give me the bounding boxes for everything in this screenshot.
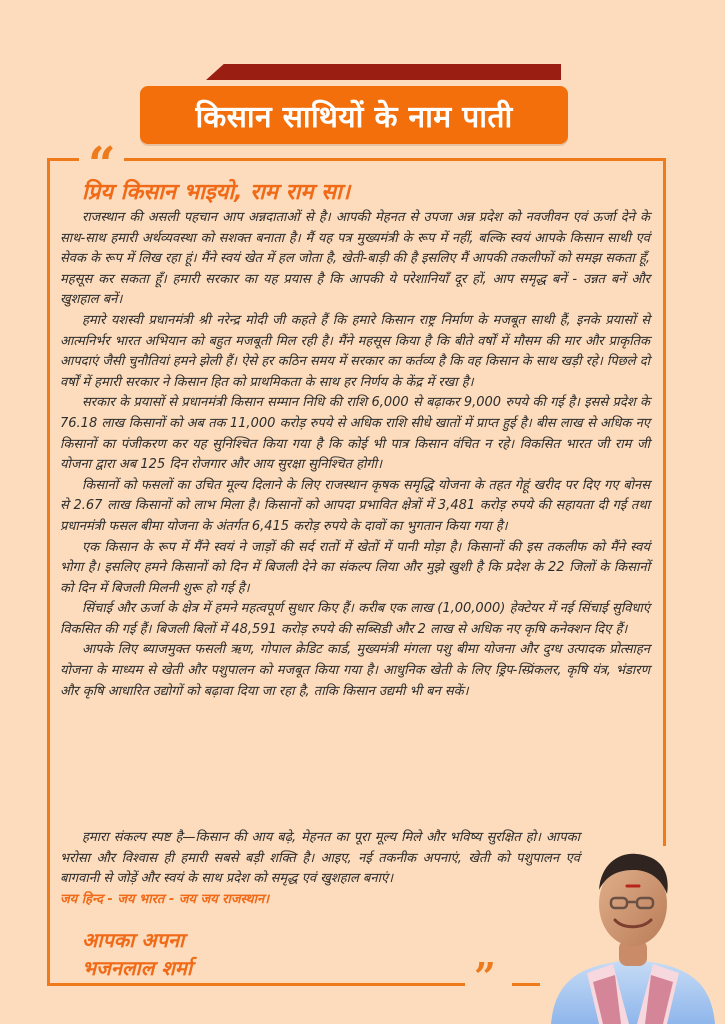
frame-right <box>663 158 666 846</box>
frame-top-left <box>47 158 79 161</box>
letter-closing-block <box>60 828 580 910</box>
letter-paragraph: किसानों को फसलों का उचित मूल्य दिलाने के लिए राजस्थान कृषक समृद्धि योजना के तहत गेहूं खरीद पर दिए गए बोनस से 2.67 लाख किसानों को लाभ मिला है। किसानों को आपदा प्रभावित क्षेत्रों में 3,481 करोड़ रुपये की सहायता दी गई तथा प्रधानमंत्री फसल बीमा योजना के अंतर्गत 6,415 करोड़ रुपये के दावों का भुगतान किया गया है। <box>60 477 650 534</box>
letter-greeting: प्रिय किसान भाइयो, राम राम सा। <box>82 180 351 205</box>
letter-paragraph: सिंचाई और ऊर्जा के क्षेत्र में हमने महत्वपूर्ण सुधार किए हैं। करीब एक लाख (1,00,000) हेक्टेयर में नई सिंचाई सुविधाएं विकसित की गई हैं। बिजली बिलों में 48,591 करोड़ रुपये की सब्सिडी और 2 लाख से अधिक नए कृषि कनेक्शन दिए हैं। <box>60 601 650 637</box>
letter-paragraph: राजस्थान की असली पहचान आप अन्नदाताओं से है। आपकी मेहनत से उपजा अन्न प्रदेश को नवजीवन एवं ऊर्जा देने के साथ-साथ हमारी अर्थव्यवस्था को सशक्त बनाता है। मैं यह पत्र मुख्यमंत्री के रूप में नहीं, बल्कि स्वयं आपके किसान साथी एवं सेवक के रूप में लिख रहा हूं। मैंने स्वयं खेत में हल जोता है, खेती-बाड़ी की है इसलिए मैं आपकी तकलीफों को समझ सकता हूँ, महसूस कर सकता हूँ। हमारी सरकार का यह प्रयास है कि आपकी ये परेशानियाँ दूर हों, आप समृद्ध बनें - उन्नत बनें और खुशहाल बनें। <box>60 210 650 308</box>
letter-body <box>60 208 650 702</box>
frame-bottom-left <box>47 983 465 986</box>
title-banner <box>140 86 568 144</box>
page-title: किसान साथियों के नाम पाती <box>195 99 513 135</box>
header-ribbon <box>206 64 561 80</box>
letter-closing-paragraph: हमारा संकल्प स्पष्ट है—किसान की आय बढ़े, मेहनत का पूरा मूल्य मिले और भविष्य सुरक्षित हो। आपका भरोसा और विश्वास ही हमारी सबसे बड़ी शक्ति है। आइए, नई तकनीक अपनाएं, खेती को पशुपालन एवं बागवानी से जोड़ें और स्वयं के साथ प्रदेश को समृद्ध एवं खुशहाल बनाएं। <box>60 830 580 887</box>
frame-top-right <box>124 158 666 161</box>
portrait-illustration <box>541 828 725 1024</box>
signature-line-2: भजनलाल शर्मा <box>82 956 193 980</box>
frame-bottom-right <box>512 983 540 986</box>
signature-line-1: आपका अपना <box>82 928 185 952</box>
letter-paragraph: सरकार के प्रयासों से प्रधानमंत्री किसान सम्मान निधि की राशि 6,000 से बढ़ाकर 9,000 रुपये की गई है। इससे प्रदेश के 76.18 लाख किसानों को अब तक 11,000 करोड़ रुपये से अधिक राशि सीधे खातों में प्राप्त हुई है। बीस लाख से अधिक नए किसानों का पंजीकरण कर यह सुनिश्चित किया गया है कि कोई भी पात्र किसान वंचित न रहे। विकसित भारत जी राम जी योजना द्वारा अब 125 दिन रोजगार और आय सुरक्षा सुनिश्चित होगी। <box>60 395 650 473</box>
signature-block <box>82 926 192 982</box>
portrait-image <box>541 828 725 1024</box>
letter-paragraph: एक किसान के रूप में मैंने स्वयं ने जाड़ों की सर्द रातों में खेतों में पानी मोड़ा है। किसानों की इस तकलीफ को मैंने स्वयं भोगा है। इसलिए हमने किसानों को दिन में बिजली देने का संकल्प लिया और मुझे खुशी है कि प्रदेश के 22 जिलों के किसानों को दिन में बिजली मिलनी शुरू हो गई है। <box>60 539 650 596</box>
opening-quote-mark: “ <box>88 137 116 193</box>
letter-slogan: जय हिन्द - जय भारत - जय जय राजस्थान। <box>60 891 270 907</box>
portrait-shirt <box>551 960 715 1024</box>
frame-left <box>47 158 50 986</box>
closing-quote-mark: ” <box>474 954 496 999</box>
letter-paragraph: हमारे यशस्वी प्रधानमंत्री श्री नरेन्द्र मोदी जी कहते हैं कि हमारे किसान राष्ट्र निर्माण के मजबूत साथी हैं, इनके प्रयासों से आत्मनिर्भर भारत अभियान को बहुत मजबूती मिल रही है। मैंने महसूस किया है कि बीते वर्षों में मौसम की मार और प्राकृतिक आपदाएं जैसी चुनौतियां हमने झेली हैं। ऐसे हर कठिन समय में सरकार का कर्तव्य है कि वह किसान के साथ खड़ी रहे। पिछले दो वर्षों में हमारी सरकार ने किसान हित को प्राथमिकता के साथ हर निर्णय के केंद्र में रखा है। <box>60 312 650 390</box>
letter-paragraph: आपके लिए ब्याजमुक्त फसली ऋण, गोपाल क्रेडिट कार्ड, मुख्यमंत्री मंगला पशु बीमा योजना और दुग्ध उत्पादक प्रोत्साहन योजना के माध्यम से खेती और पशुपालन को मजबूत किया गया है। आधुनिक खेती के लिए ड्रिप-स्प्रिंकलर, कृषि यंत्र, भंडारण और कृषि आधारित उद्योगों को बढ़ावा दिया जा रहा है, ताकि किसान उद्यमी भी बन सकें। <box>60 642 650 699</box>
